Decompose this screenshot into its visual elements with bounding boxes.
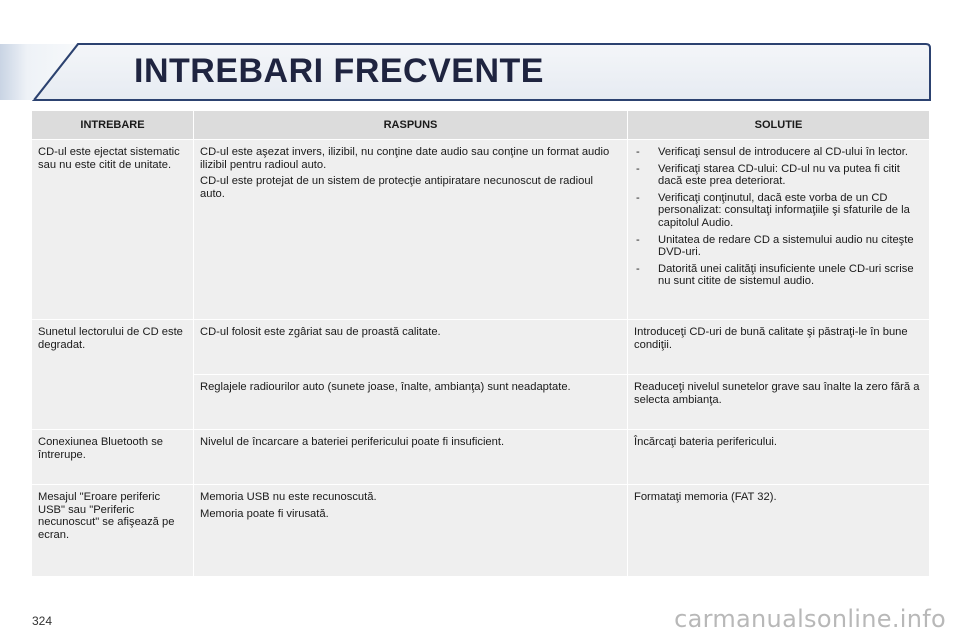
question-text: Sunetul lectorului de CD este degradat. xyxy=(38,326,183,351)
faq-table xyxy=(31,110,930,577)
answer-cell xyxy=(194,375,628,430)
table-row xyxy=(32,485,930,577)
table-row xyxy=(32,320,930,375)
solution-text: Verificaţi starea CD-ului: CD-ul nu va putea fi citit dacă este prea deteriorat. xyxy=(658,162,900,188)
solution-list xyxy=(634,146,923,288)
solution-cell xyxy=(628,430,930,485)
header-raspuns: RASPUNS xyxy=(194,111,628,140)
list-item: - Verificaţi starea CD-ului: CD-ul nu va putea fi citit dacă este prea deteriorat. xyxy=(636,162,900,188)
solution-text: Încărcaţi bateria perifericului. xyxy=(634,436,778,448)
answer-text: CD-ul folosit este zgâriat sau de proastă calitate. xyxy=(200,326,441,338)
answer-text: Nivelul de încarcare a bateriei perifericului poate fi insuficient. xyxy=(200,436,505,448)
solution-cell xyxy=(628,320,930,375)
table-row xyxy=(32,430,930,485)
answer-cell xyxy=(194,320,628,375)
solution-text: Introduceţi CD-uri de bună calitate şi păstraţi-le în bune condiţii. xyxy=(634,326,908,351)
answer-text: Memoria poate fi virusată. xyxy=(200,507,329,520)
solution-text: Unitatea de redare CD a sistemului audio nu citeşte DVD-uri. xyxy=(658,233,914,259)
watermark: carmanualsonline.info xyxy=(674,605,946,633)
list-item: - Datorită unei calităţi insuficiente unele CD-uri scrise nu sunt citite de sistemul audio. xyxy=(636,262,914,288)
solution-cell xyxy=(628,375,930,430)
header-solutie: SOLUTIE xyxy=(628,111,930,140)
solution-cell xyxy=(628,140,930,320)
answer-text: CD-ul este aşezat invers, ilizibil, nu conţine date audio sau conţine un format audio ilizibil pentru radioul auto. xyxy=(200,146,610,171)
question-cell xyxy=(32,430,194,485)
question-text: CD-ul este ejectat sistematic sau nu este citit de unitate. xyxy=(38,146,180,171)
solution-text: Readuceţi nivelul sunetelor grave sau înalte la zero fără a selecta ambianţa. xyxy=(634,381,920,406)
answer-cell xyxy=(194,430,628,485)
answer-text: Reglajele radiourilor auto (sunete joase, înalte, ambianţa) sunt neadaptate. xyxy=(200,381,571,393)
answer-text: Memoria USB nu este recunoscută. xyxy=(200,491,377,503)
header-intrebare: INTREBARE xyxy=(32,111,194,140)
question-cell xyxy=(32,140,194,320)
page-title: INTREBARI FRECVENTE xyxy=(134,52,544,90)
answer-cell xyxy=(194,485,628,577)
solution-text: Formataţi memoria (FAT 32). xyxy=(634,491,777,503)
table-header-row xyxy=(32,111,930,140)
question-cell xyxy=(32,320,194,430)
solution-text: Datorită unei calităţi insuficiente unele CD-uri scrise nu sunt citite de sistemul audio. xyxy=(658,262,914,288)
solution-text: Verificaţi conţinutul, dacă este vorba de un CD personalizat: consultaţi informaţiile şi sfaturile de la capitolul Audio. xyxy=(658,191,910,229)
page-number: 324 xyxy=(32,614,53,628)
list-item: - Unitatea de redare CD a sistemului audio nu citeşte DVD-uri. xyxy=(636,233,914,259)
table-row xyxy=(32,140,930,320)
list-item: - Verificaţi sensul de introducere al CD-ului în lector. xyxy=(636,146,908,158)
list-item: - Verificaţi conţinutul, dacă este vorba de un CD personalizat: consultaţi informaţiile şi sfaturile de la capitolul Audio. xyxy=(636,191,910,229)
question-text: Mesajul "Eroare periferic USB" sau "Periferic necunoscut" se afişează pe ecran. xyxy=(38,491,175,541)
question-cell xyxy=(32,485,194,577)
answer-cell xyxy=(194,140,628,320)
answer-text: CD-ul este protejat de un sistem de protecţie antipiratare necunoscut de radioul auto. xyxy=(200,175,594,200)
question-text: Conexiunea Bluetooth se întrerupe. xyxy=(38,436,164,461)
solution-text: Verificaţi sensul de introducere al CD-ului în lector. xyxy=(658,146,908,158)
solution-cell xyxy=(628,485,930,577)
